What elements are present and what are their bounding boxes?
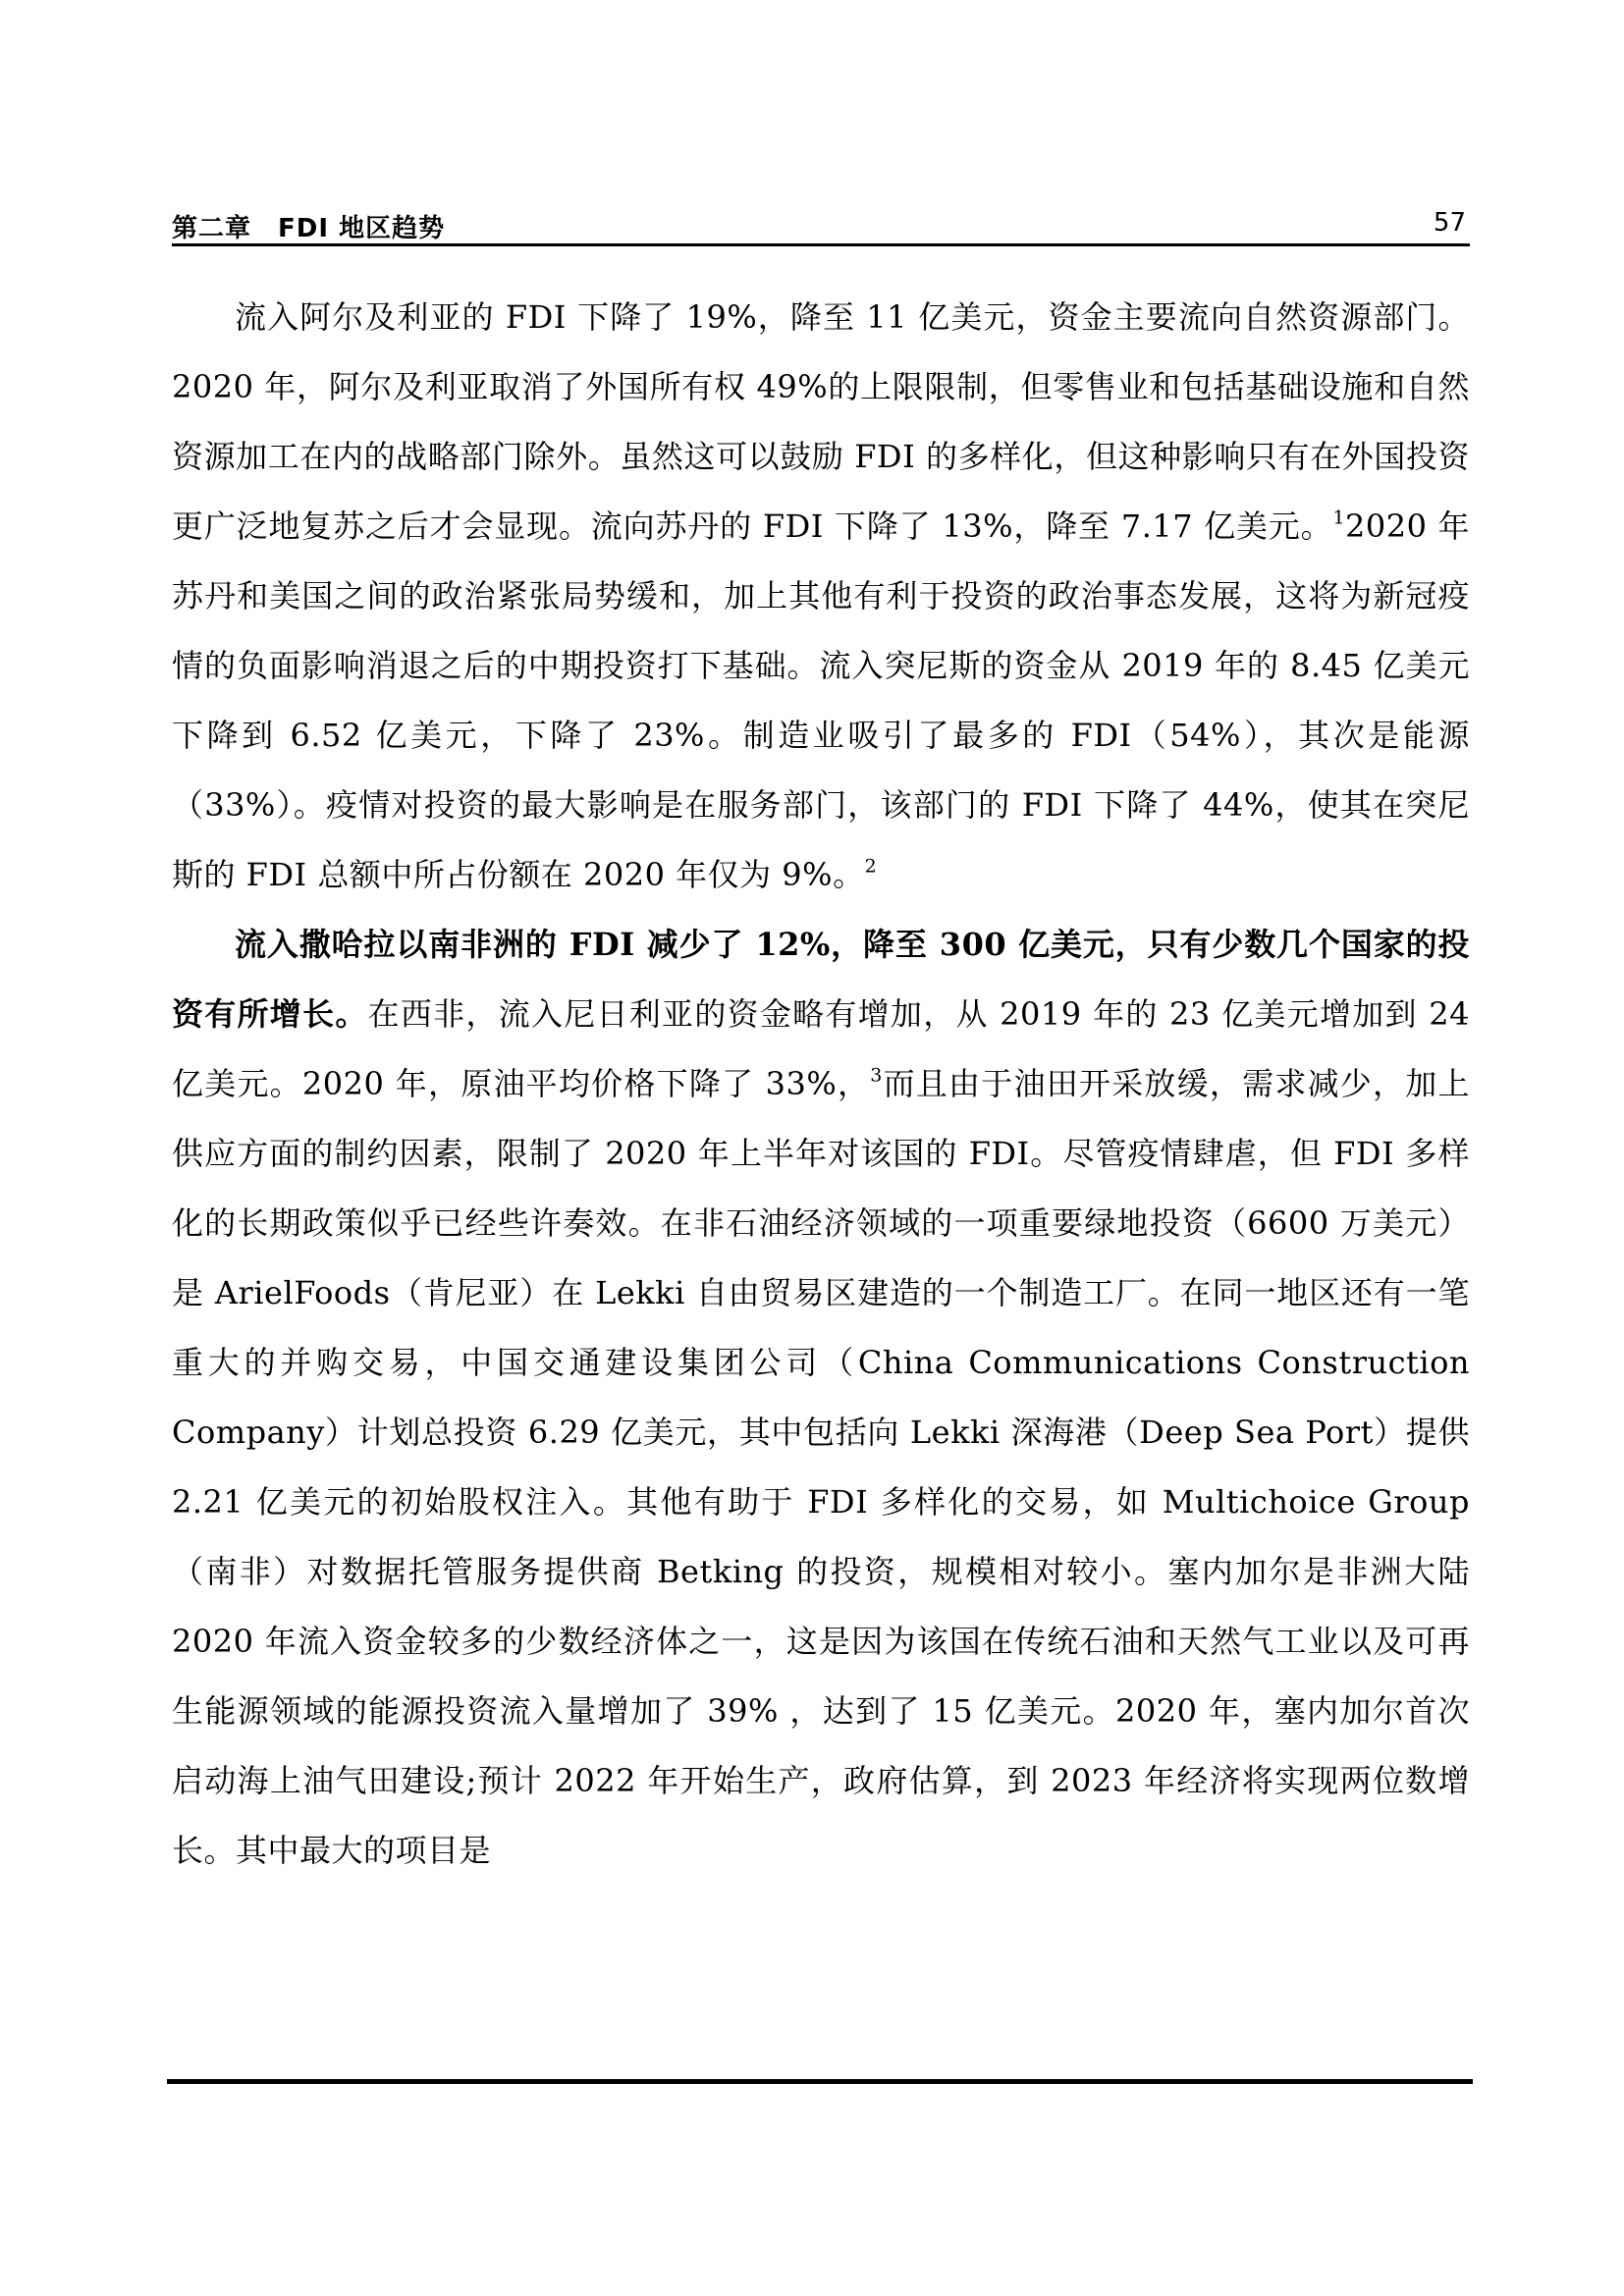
paragraph-text: 2020 年苏丹和美国之间的政治紧张局势缓和，加上其他有利于投资的政治事态发展，这将为新冠疫情的负面影响消退之后的中期投资打下基础。流入突尼斯的资金从 2019 年的 8.45 亿美元下降到 6.52 亿美元，下降了 23%。制造业吸引了最多的 FDI（54%），其次是能源（33%）。疫情对投资的最大影响是在服务部门，该部门的 FDI 下降了 44%，使其在突尼斯的 FDI 总额中所占份额在 2020 年仅为 9%。	[172, 507, 1470, 893]
page-header	[172, 200, 1470, 246]
footnote-ref-1[interactable]: 1	[1332, 507, 1346, 529]
footnote-ref-2[interactable]: 2	[864, 855, 878, 878]
paragraph-text: 流入阿尔及利亚的 FDI 下降了 19%，降至 11 亿美元，资金主要流向自然资源部门。2020 年，阿尔及利亚取消了外国所有权 49%的上限限制，但零售业和包括基础设施和自然资源加工在内的战略部门除外。虽然这可以鼓励 FDI 的多样化，但这种影响只有在外国投资更广泛地复苏之后才会显现。流向苏丹的 FDI 下降了 13%，降至 7.17 亿美元。	[172, 298, 1470, 545]
footer-divider	[167, 2079, 1473, 2084]
footnote-ref-3[interactable]: 3	[870, 1064, 883, 1087]
paragraph-1	[172, 283, 1470, 910]
paragraph-lead-sentence: 流入撒哈拉以南非洲的 FDI 减少了 12%，降至 300 亿美元，只有少数几个国家的投资有所增长。	[172, 926, 1470, 1033]
paragraph-text: 而且由于油田开采放缓，需求减少，加上供应方面的制约因素，限制了 2020 年上半年对该国的 FDI。尽管疫情肆虐，但 FDI 多样化的长期政策似乎已经些许奏效。在非石油经济领域的一项重要绿地投资（6600 万美元）是 ArielFoods（肯尼亚）在 Lekki 自由贸易区建造的一个制造工厂。在同一地区还有一笔重大的并购交易，中国交通建设集团公司（China Communications Construction Company）计划总投资 6.29 亿美元，其中包括向 Lekki 深海港（Deep Sea Port）提供 2.21 亿美元的初始股权注入。其他有助于 FDI 多样化的交易，如 Multichoice Group（南非）对数据托管服务提供商 Betking 的投资，规模相对较小。塞内加尔是非洲大陆 2020 年流入资金较多的少数经济体之一，这是因为该国在传统石油和天然气工业以及可再生能源领域的能源投资流入量增加了 39% ，达到了 15 亿美元。2020 年，塞内加尔首次启动海上油气田建设;预计 2022 年开始生产，政府估算，到 2023 年经济将实现两位数增长。其中最大的项目是	[172, 1065, 1470, 1869]
paragraph-2	[172, 910, 1470, 1886]
page-body	[172, 283, 1470, 1886]
page-number: 57	[1433, 208, 1466, 238]
paragraph-text: 在西非，流入尼日利亚的资金略有增加，从 2019 年的 23 亿美元增加到 24 亿美元。2020 年，原油平均价格下降了 33%，	[172, 995, 1470, 1102]
chapter-title: 第二章 FDI 地区趋势	[172, 214, 446, 243]
